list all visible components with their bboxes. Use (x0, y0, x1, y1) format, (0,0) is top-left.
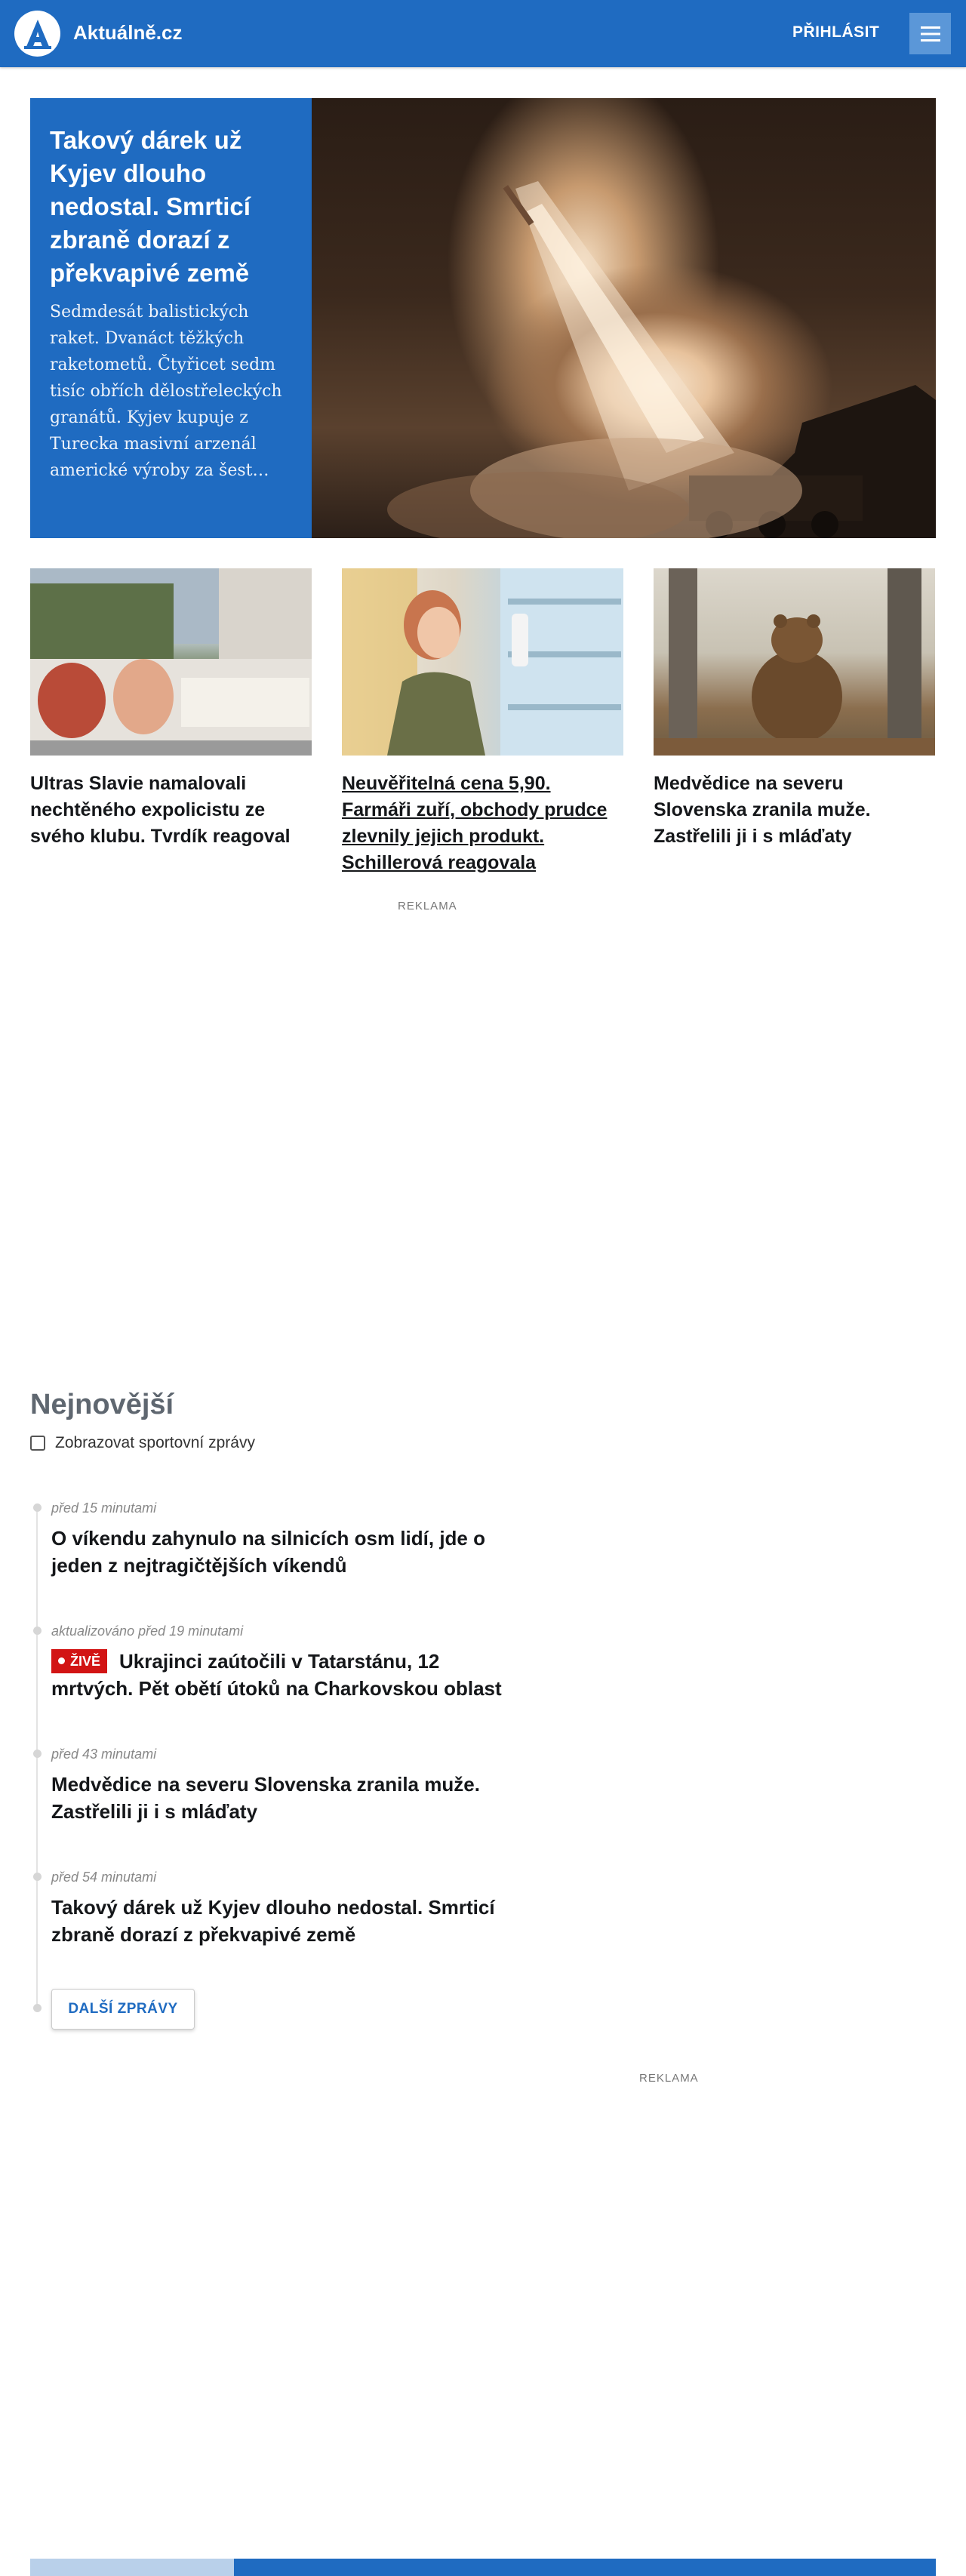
login-button[interactable]: PŘIHLÁSIT (792, 23, 880, 41)
timeline-time: aktualizováno před 19 minutami (51, 1623, 244, 1639)
more-news-button[interactable]: DALŠÍ ZPRÁVY (51, 1989, 195, 2030)
article-card[interactable] (654, 568, 935, 850)
shopping-woman-image (342, 568, 623, 756)
live-dot-icon (58, 1657, 65, 1664)
timeline-dot (33, 2004, 42, 2012)
timeline-item[interactable] (51, 1747, 519, 1825)
timeline-item[interactable] (51, 1623, 519, 1702)
bottom-banner[interactable] (30, 2559, 936, 2576)
sport-news-toggle[interactable] (30, 1434, 255, 1452)
sport-news-label[interactable]: Zobrazovat sportovní zprávy (55, 1434, 255, 1451)
timeline-item[interactable] (51, 1870, 519, 1948)
bottom-banner-highlight (30, 2559, 234, 2576)
ad-label: REKLAMA (639, 2072, 699, 2085)
live-badge (51, 1649, 107, 1673)
logo-a-icon (20, 16, 56, 52)
article-card[interactable] (342, 568, 623, 876)
article-image[interactable] (342, 568, 623, 756)
timeline-title[interactable]: Medvědice na severu Slovenska zranila muže. Zastřelili ji i s mláďaty (51, 1773, 480, 1823)
timeline-title[interactable] (51, 1648, 519, 1702)
timeline-line (36, 1505, 38, 2011)
article-title[interactable]: Neuvěřitelná cena 5,90. Farmáři zuří, obchody prudce zlevnily jejich produkt. Schillerová reagovala (342, 773, 608, 873)
timeline-dot (33, 1750, 42, 1758)
timeline-dot (33, 1873, 42, 1881)
newest-section-title: Nejnovější (30, 1389, 174, 1420)
hamburger-icon (919, 24, 942, 44)
timeline-time: před 15 minutami (51, 1500, 157, 1516)
hero-image[interactable] (312, 98, 936, 538)
mural-image (30, 568, 312, 756)
timeline-item[interactable] (51, 1500, 519, 1579)
rocket-launch-image (312, 98, 936, 538)
site-logo[interactable] (14, 11, 60, 57)
ad-label: REKLAMA (398, 900, 457, 913)
timeline-title-text[interactable]: Ukrajinci zaútočili v Tatarstánu, 12 mrtvých. Pět obětí útoků na Charkovskou oblast (51, 1650, 502, 1700)
timeline-title[interactable]: O víkendu zahynulo na silnicích osm lidí, jde o jeden z nejtragičtějších víkendů (51, 1527, 485, 1577)
bear-image (654, 568, 935, 756)
live-badge-label: ŽIVĚ (70, 1654, 101, 1669)
timeline-title[interactable]: Takový dárek už Kyjev dlouho nedostal. Smrticí zbraně dorazí z překvapivé země (51, 1896, 495, 1946)
hero-text-panel[interactable] (30, 98, 312, 538)
article-title[interactable]: Ultras Slavie namalovali nechtěného expolicistu ze svého klubu. Tvrdík reagoval (30, 773, 291, 847)
article-card[interactable] (30, 568, 312, 850)
article-image[interactable] (30, 568, 312, 756)
article-image[interactable] (654, 568, 935, 756)
timeline-time: před 43 minutami (51, 1747, 157, 1762)
site-header (0, 0, 966, 67)
article-title[interactable]: Medvědice na severu Slovenska zranila muže. Zastřelili ji i s mláďaty (654, 773, 871, 847)
timeline-dot (33, 1503, 42, 1512)
site-title[interactable]: Aktuálně.cz (73, 21, 183, 44)
sport-news-checkbox[interactable] (30, 1436, 45, 1451)
menu-button[interactable] (909, 13, 951, 54)
hero-title[interactable]: Takový dárek už Kyjev dlouho nedostal. Smrticí zbraně dorazí z překvapivé země (50, 126, 251, 287)
timeline-time: před 54 minutami (51, 1870, 157, 1885)
hero-perex: Sedmdesát balistických raket. Dvanáct těžkých raketometů. Čtyřicet sedm tisíc obřích dělostřeleckých granátů. Kyjev kupuje z Turecka masivní arzenál americké výroby za šest… (50, 303, 282, 480)
hero-article[interactable] (30, 98, 936, 538)
timeline-dot (33, 1627, 42, 1635)
